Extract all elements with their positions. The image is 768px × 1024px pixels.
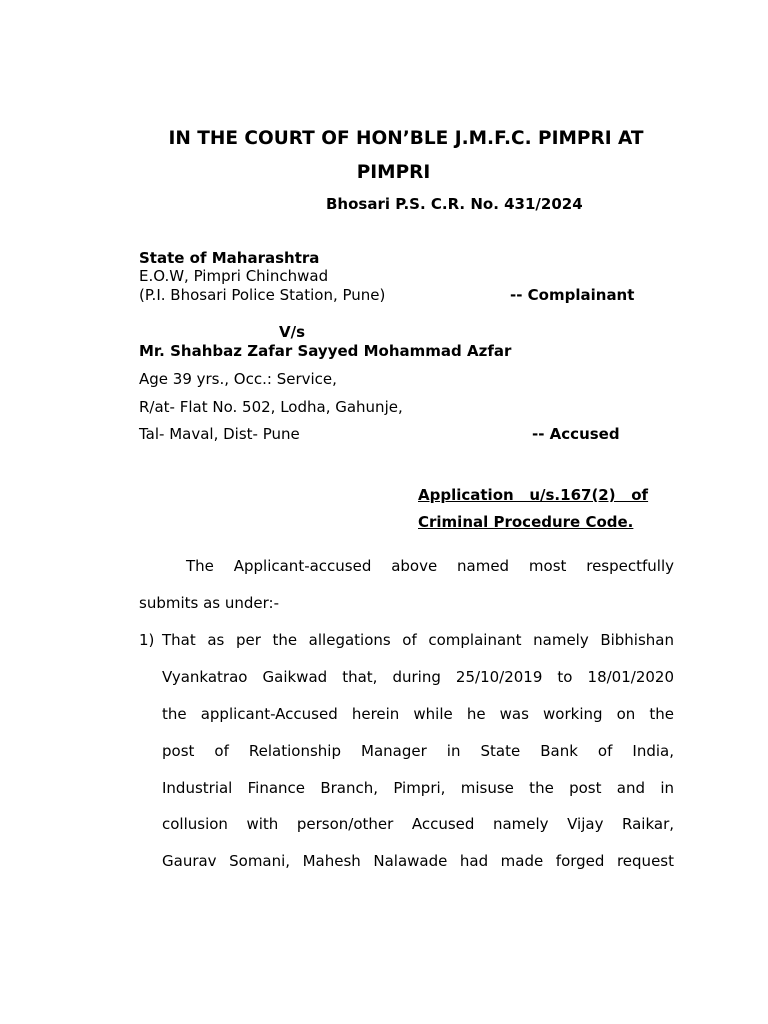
point1-line: post of Relationship Manager in State Bank of India, xyxy=(162,742,674,760)
complainant-name: State of Maharashtra xyxy=(139,249,320,267)
complainant-role: -- Complainant xyxy=(510,286,635,304)
point1-line: Industrial Finance Branch, Pimpri, misuse the post and in xyxy=(162,779,674,797)
accused-address-line1: R/at- Flat No. 502, Lodha, Gahunje, xyxy=(139,398,403,416)
versus-label: V/s xyxy=(279,323,306,341)
application-heading-line2: Criminal Procedure Code. xyxy=(418,513,634,531)
complainant-office: E.O.W, Pimpri Chinchwad xyxy=(139,267,329,285)
point1-line: Gaurav Somani, Mahesh Nalawade had made forged request xyxy=(162,852,674,870)
point1-number: 1) xyxy=(139,631,155,649)
accused-age: Age 39 yrs., Occ.: Service, xyxy=(139,370,337,388)
point1-line: That as per the allegations of complainant namely Bibhishan xyxy=(162,631,674,649)
accused-address-line2: Tal- Maval, Dist- Pune xyxy=(139,425,300,443)
point1-line: the applicant-Accused herein while he was working on the xyxy=(162,705,674,723)
point1-line: collusion with person/other Accused namely Vijay Raikar, xyxy=(162,815,674,833)
point1-line: Vyankatrao Gaikwad that, during 25/10/2019 to 18/01/2020 xyxy=(162,668,674,686)
intro-line1: The Applicant-accused above named most respectfully xyxy=(186,557,674,575)
accused-role: -- Accused xyxy=(532,425,620,443)
court-title-line2: PIMPRI xyxy=(356,162,431,183)
accused-name: Mr. Shahbaz Zafar Sayyed Mohammad Azfar xyxy=(139,342,512,360)
case-number: Bhosari P.S. C.R. No. 431/2024 xyxy=(326,195,583,213)
complainant-station: (P.I. Bhosari Police Station, Pune) xyxy=(139,286,386,304)
court-title-line1: IN THE COURT OF HON’BLE J.M.F.C. PIMPRI AT xyxy=(168,128,644,149)
application-heading-line1: Application u/s.167(2) of xyxy=(418,486,649,504)
intro-line2: submits as under:- xyxy=(139,594,279,612)
